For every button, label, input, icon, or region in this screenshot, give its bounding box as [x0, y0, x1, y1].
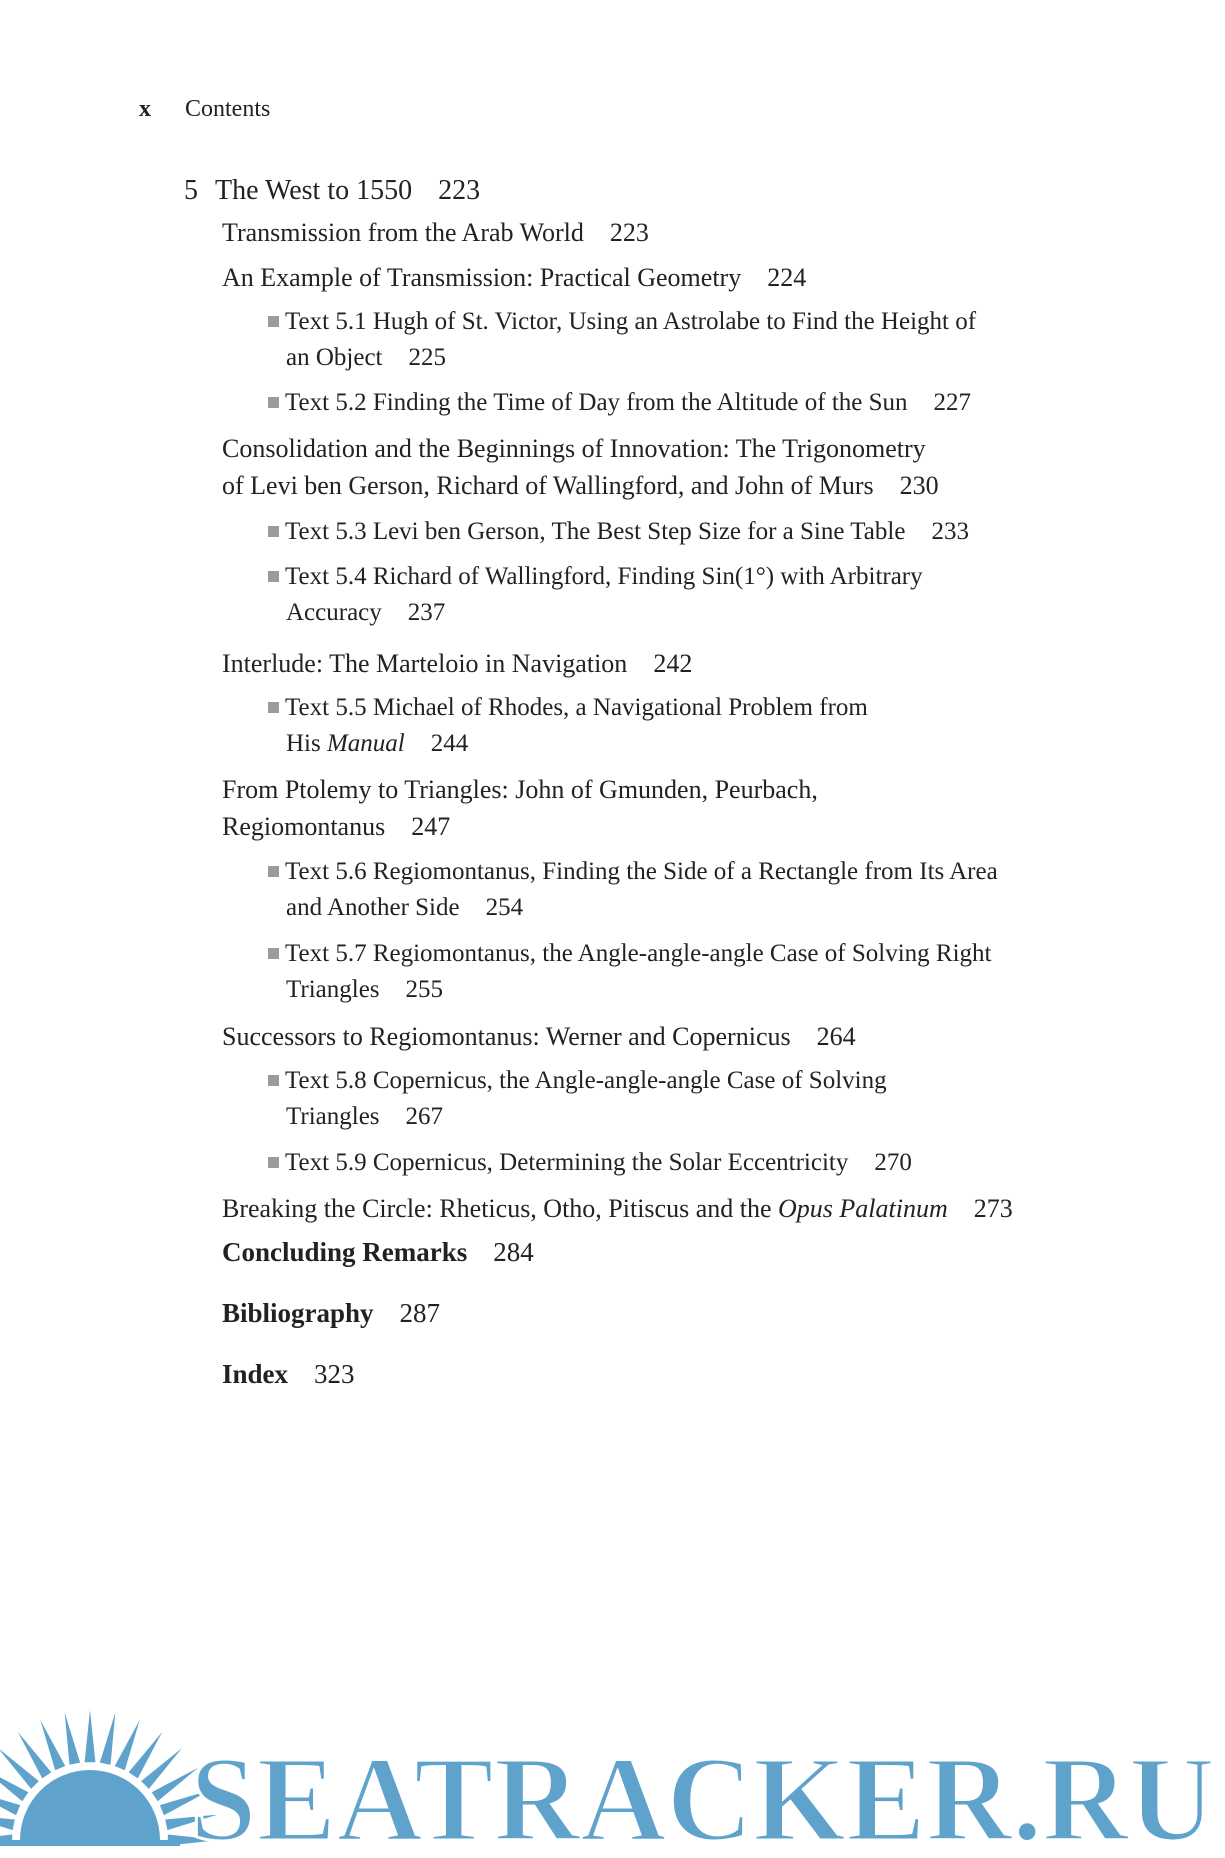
square-bullet-icon	[268, 702, 279, 713]
entry-page-number: 270	[874, 1149, 912, 1176]
sun-ray	[100, 1712, 116, 1764]
entry-title-line: Text 5.8 Copernicus, the Angle-angle-angle Case of Solving	[285, 1067, 887, 1094]
toc-text-entry	[268, 559, 1068, 631]
entry-title-line: of Levi ben Gerson, Richard of Wallingford, and John of Murs	[222, 471, 874, 500]
entry-page-number: 273	[973, 1194, 1013, 1223]
back-matter-page: 287	[399, 1298, 441, 1328]
entry-page-number: 267	[405, 1103, 444, 1130]
entry-title-line: Interlude: The Marteloio in Navigation	[222, 649, 628, 678]
square-bullet-icon	[268, 316, 279, 327]
entry-title-line: an Object	[286, 344, 383, 371]
entry-page-number: 244	[430, 730, 469, 757]
square-bullet-icon	[268, 1075, 279, 1086]
entry-title-italic: Opus Palatinum	[778, 1194, 948, 1223]
entry-title-line: Text 5.9 Copernicus, Determining the Solar Eccentricity	[285, 1149, 849, 1176]
back-matter-page: 323	[314, 1359, 355, 1389]
back-matter-page: 284	[493, 1237, 534, 1267]
entry-page-number: 227	[933, 389, 972, 416]
sun-ray	[85, 1710, 96, 1762]
page-folio: x	[139, 96, 151, 122]
square-bullet-icon	[268, 1157, 279, 1168]
toc-text-entry	[268, 304, 1068, 376]
entry-page-number: 224	[767, 263, 807, 292]
entry-title-line: Text 5.5 Michael of Rhodes, a Navigational Problem from	[285, 694, 868, 721]
entry-title-line: Consolidation and the Beginnings of Innovation: The Trigonometry	[222, 434, 926, 463]
entry-title-line: Text 5.4 Richard of Wallingford, Finding Sin(1°) with Arbitrary	[285, 563, 923, 590]
watermark-text: SEATRACKER.RU	[190, 1732, 1215, 1858]
back-matter-entry	[222, 1357, 355, 1391]
square-bullet-icon	[268, 948, 279, 959]
toc-section-entry	[222, 771, 1072, 845]
toc-section-entry	[222, 645, 1072, 682]
running-head	[139, 94, 270, 124]
square-bullet-icon	[268, 526, 279, 537]
entry-title-italic: Manual	[326, 730, 405, 757]
chapter-heading	[184, 174, 480, 208]
entry-page-number: 237	[407, 599, 446, 626]
entry-title-line: Triangles	[286, 1103, 380, 1130]
entry-title-line: Triangles	[286, 976, 380, 1003]
toc-text-entry	[268, 385, 1068, 421]
toc-text-entry	[268, 1063, 1068, 1135]
entry-page-number: 264	[816, 1022, 856, 1051]
back-matter-label: Concluding Remarks	[222, 1237, 468, 1267]
entry-page-number: 247	[411, 812, 451, 841]
square-bullet-icon	[268, 866, 279, 877]
sun-ray	[65, 1712, 81, 1764]
toc-section-entry	[222, 1018, 1072, 1055]
chapter-page: 223	[438, 175, 481, 206]
toc-section-entry	[222, 430, 1072, 504]
running-head-title: Contents	[185, 96, 271, 122]
toc-text-entry	[268, 1145, 1068, 1181]
chapter-title: The West to 1550	[215, 175, 413, 206]
chapter-number: 5	[184, 175, 198, 206]
back-matter-label: Index	[222, 1359, 289, 1389]
toc-text-entry	[268, 690, 1068, 762]
toc-text-entry	[268, 514, 1068, 550]
toc-text-entry	[268, 936, 1068, 1008]
entry-title-line: Text 5.7 Regiomontanus, the Angle-angle-angle Case of Solving Right	[285, 940, 992, 967]
sun-ray	[0, 1815, 15, 1831]
entry-title-line: Text 5.6 Regiomontanus, Finding the Side of a Rectangle from Its Area	[285, 858, 998, 885]
sun-ray	[115, 1720, 140, 1770]
entry-title-line: Text 5.2 Finding the Time of Day from the Altitude of the Sun	[285, 389, 908, 416]
back-matter-entry	[222, 1235, 534, 1269]
square-bullet-icon	[268, 397, 279, 408]
entry-title-line: Text 5.1 Hugh of St. Victor, Using an Astrolabe to Find the Height of	[285, 308, 977, 335]
toc-text-entry	[268, 854, 1068, 926]
entry-title-line: Text 5.3 Levi ben Gerson, The Best Step Size for a Sine Table	[285, 518, 906, 545]
entry-title-line: Regiomontanus	[222, 812, 386, 841]
entry-title-line: An Example of Transmission: Practical Geometry	[222, 263, 742, 292]
entry-title-line: and Another Side	[286, 894, 460, 921]
entry-title-line: Accuracy	[286, 599, 382, 626]
entry-page-number: 254	[485, 894, 524, 921]
entry-title-line: Breaking the Circle: Rheticus, Otho, Pitiscus and the	[222, 1194, 772, 1223]
back-matter-entry	[222, 1296, 440, 1330]
entry-page-number: 233	[931, 518, 969, 545]
entry-title-line: His	[286, 730, 321, 757]
entry-page-number: 242	[653, 649, 693, 678]
square-bullet-icon	[268, 571, 279, 582]
toc-section-entry	[222, 259, 1072, 296]
entry-title-line: Transmission from the Arab World	[222, 218, 584, 247]
toc-section-entry	[222, 1190, 1072, 1227]
sun-ray	[40, 1720, 65, 1770]
entry-title-line: From Ptolemy to Triangles: John of Gmunden, Peurbach,	[222, 775, 818, 804]
entry-page-number: 255	[405, 976, 444, 1003]
entry-page-number: 223	[609, 218, 649, 247]
entry-title-line: Successors to Regiomontanus: Werner and Copernicus	[222, 1022, 791, 1051]
back-matter-label: Bibliography	[222, 1298, 374, 1328]
watermark	[0, 1690, 1225, 1858]
entry-page-number: 230	[899, 471, 939, 500]
entry-page-number: 225	[408, 344, 446, 371]
toc-section-entry	[222, 214, 1072, 251]
sun-icon	[0, 1710, 220, 1846]
